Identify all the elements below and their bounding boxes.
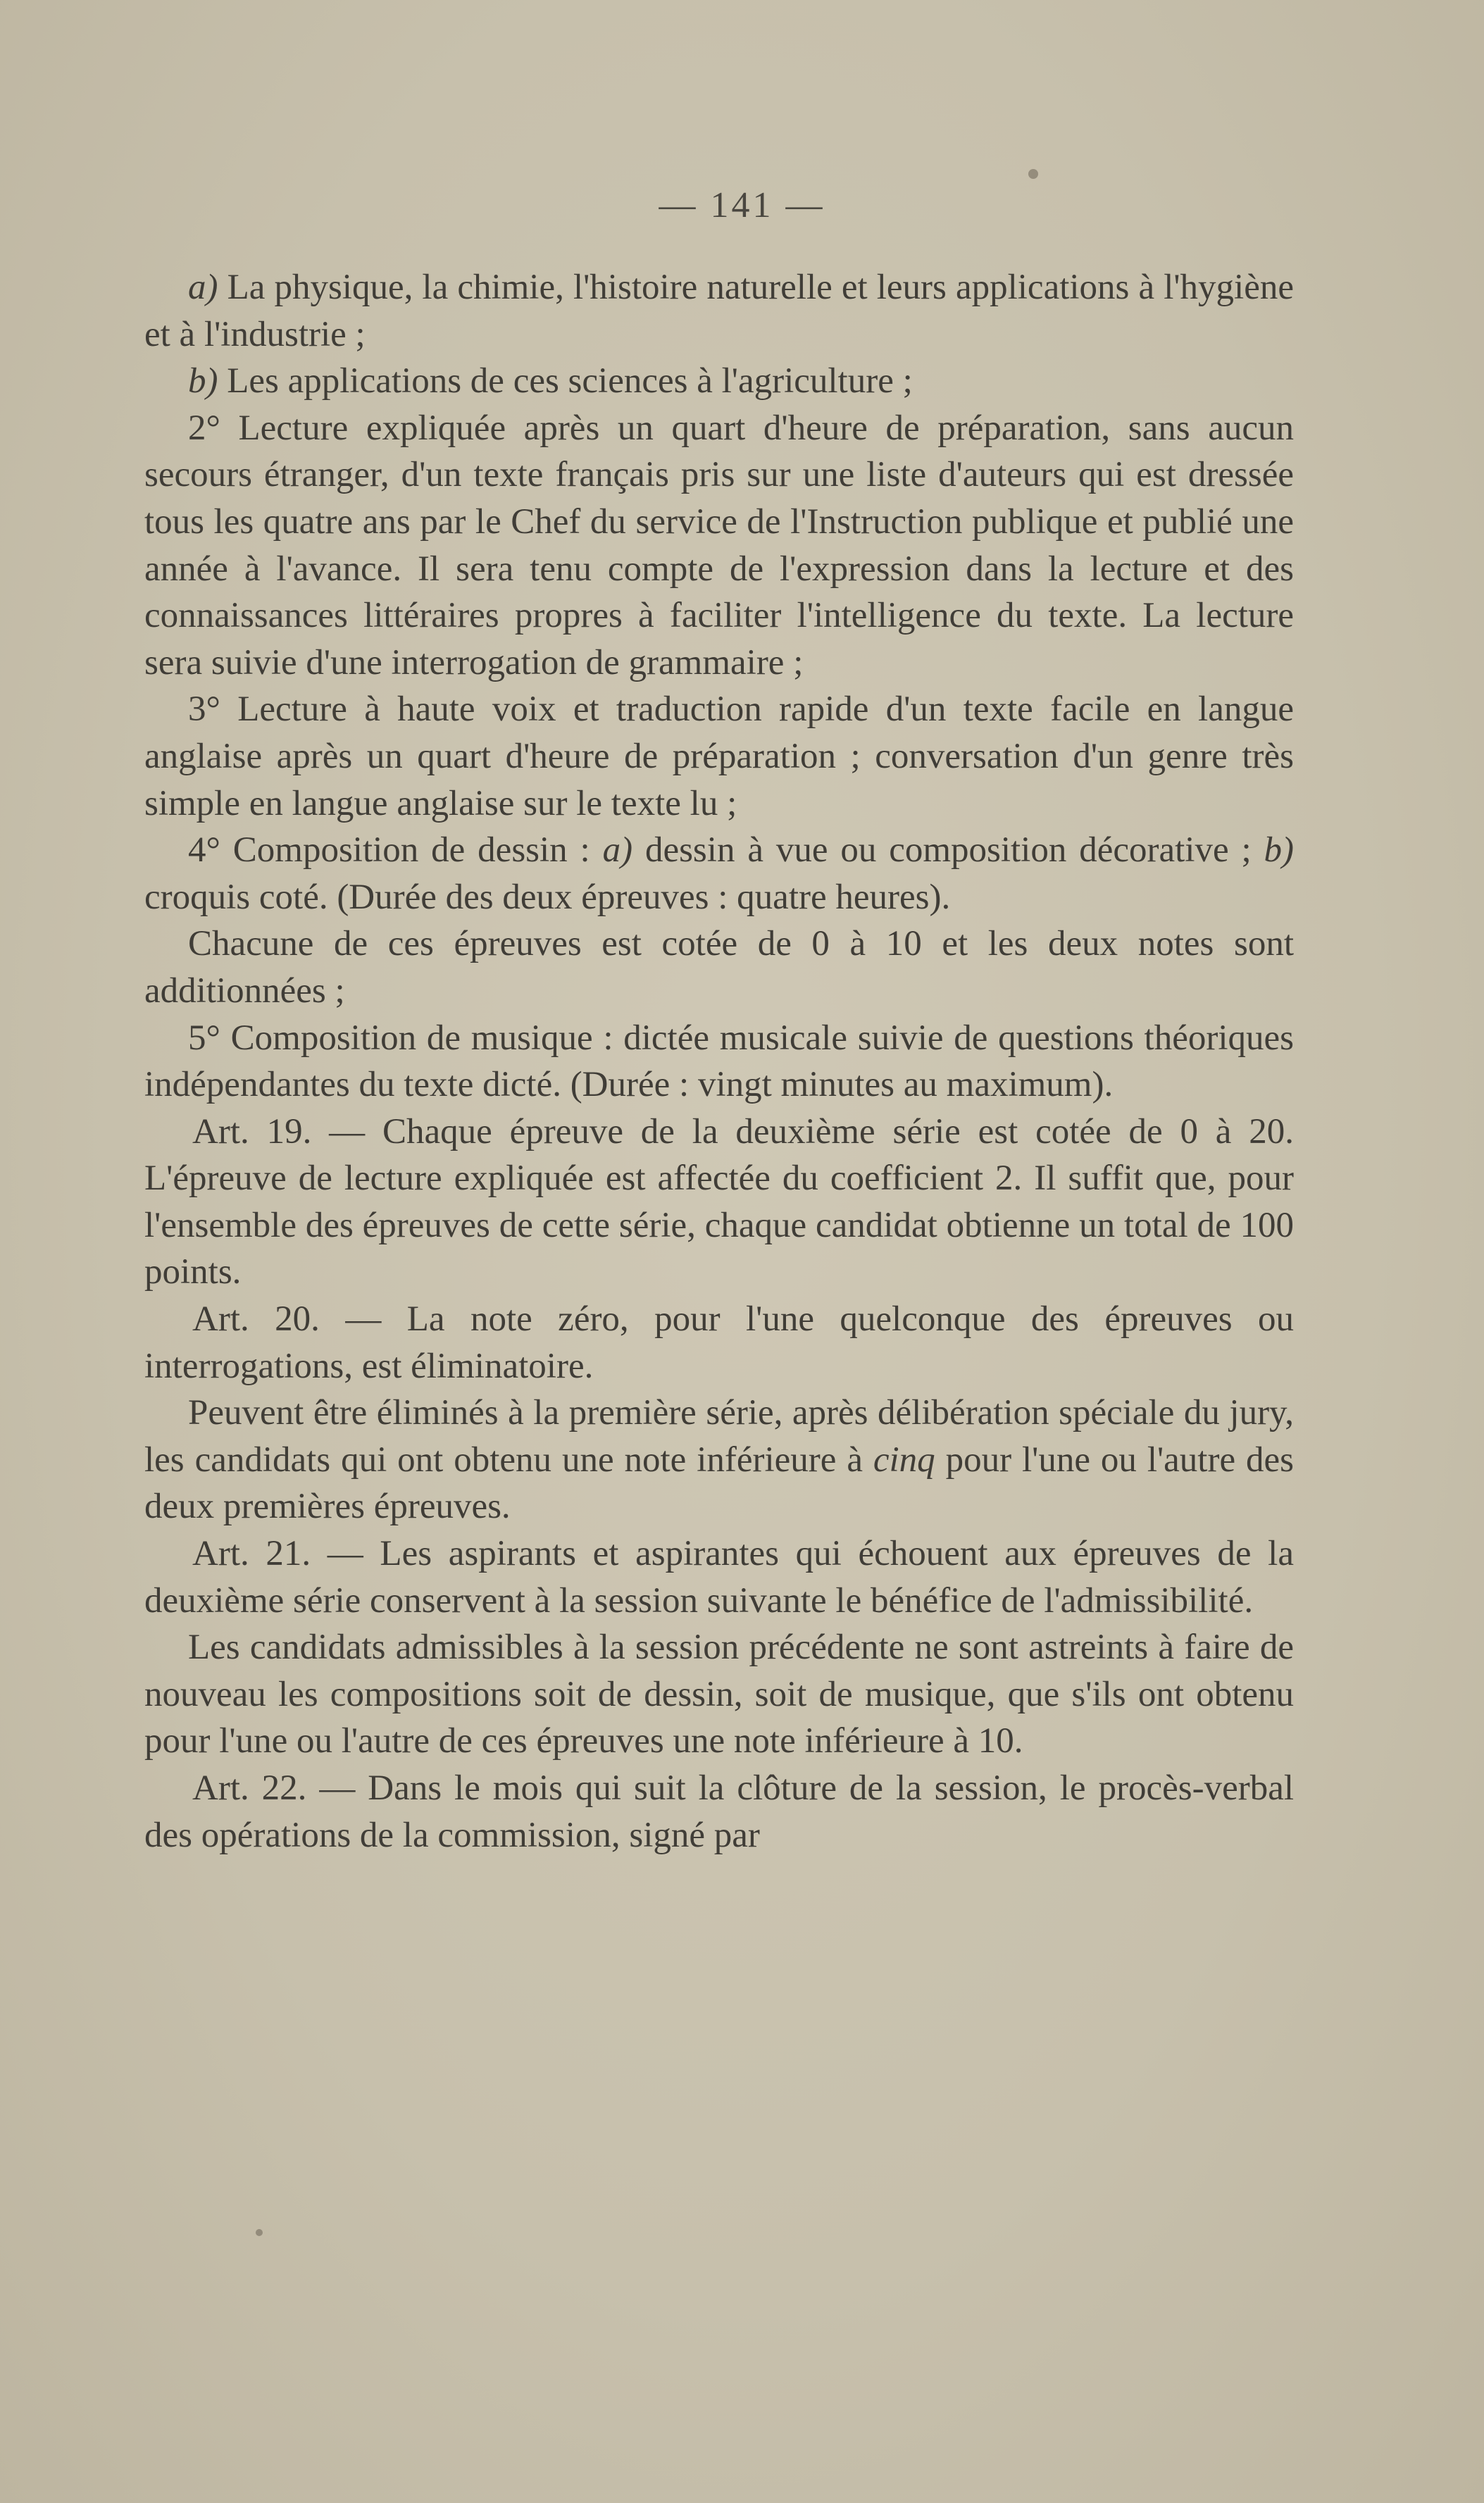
paragraph-cotation: Chacune de ces épreuves est cotée de 0 à 10 et les deux notes sont additionnées ; [144, 924, 1294, 1011]
article-19: Art. 19. — Chaque épreuve de la deuxième série est cotée de 0 à 20. L'épreuve de lecture expliquée est affectée du coefficient 2. Il suffit que, pour l'ensemble des épreuves de cette série, chaque candidat obtienne un total de 100 points. [144, 1111, 1294, 1292]
paper-spot [1028, 169, 1038, 179]
paragraph-physique: a) La physique, la chimie, l'histoire naturelle et leurs applications à l'hygiène et à l'industrie ; [144, 268, 1294, 354]
article-20: Art. 20. — La note zéro, pour l'une quelconque des épreuves ou interrogations, est éliminatoire. [144, 1299, 1294, 1386]
item-label-b: b) [188, 361, 218, 401]
article-21: Art. 21. — Les aspirants et aspirantes qui échouent aux épreuves de la deuxième série conservent à la session suivante le bénéfice de l'admissibilité. [144, 1534, 1294, 1621]
paragraph-lecture-expliquee: 2° Lecture expliquée après un quart d'heure de préparation, sans aucun secours étranger, d'un texte français pris sur une liste d'auteurs qui est dressée tous les quatre ans par le Chef du service de l'Instruction publique et publié une année à l'avance. Il sera tenu compte de l'expression dans la lecture et des connaissances littéraires propres à faciliter l'intelligence du texte. La lecture sera suivie d'une interrogation de grammaire ; [144, 408, 1294, 682]
body-text [144, 264, 1294, 1859]
paragraph-admissibles: Les candidats admissibles à la session précédente ne sont astreints à faire de nouveau les compositions soit de dessin, soit de musique, que s'ils ont obtenu pour l'une ou l'autre de ces épreuves une note inférieure à 10. [144, 1628, 1294, 1761]
paper-spot [256, 2229, 263, 2236]
article-22: Art. 22. — Dans le mois qui suit la clôture de la session, le procès-verbal des opérations de la commission, signé par [144, 1768, 1294, 1855]
item-label-a: a) [188, 268, 218, 307]
paragraph-dessin: 4° Composition de dessin : a) dessin à vue ou composition décorative ; b) croquis coté. (Durée des deux épreuves : quatre heures). [144, 830, 1294, 917]
paragraph-lecture-anglaise: 3° Lecture à haute voix et traduction rapide d'un texte facile en langue anglaise après un quart d'heure de préparation ; conversation d'un genre très simple en langue anglaise sur le texte lu ; [144, 689, 1294, 823]
paragraph-applications: b) Les applications de ces sciences à l'agriculture ; [188, 361, 913, 401]
paragraph-musique: 5° Composition de musique : dictée musicale suivie de questions théoriques indépendantes du texte dicté. (Durée : vingt minutes au maximum). [144, 1018, 1294, 1105]
paragraph-elimination: Peuvent être éliminés à la première série, après délibération spéciale du jury, les candidats qui ont obtenu une note inférieure à cinq pour l'une ou l'autre des deux premières épreuves. [144, 1393, 1294, 1527]
page-number: — 141 — [659, 185, 825, 225]
